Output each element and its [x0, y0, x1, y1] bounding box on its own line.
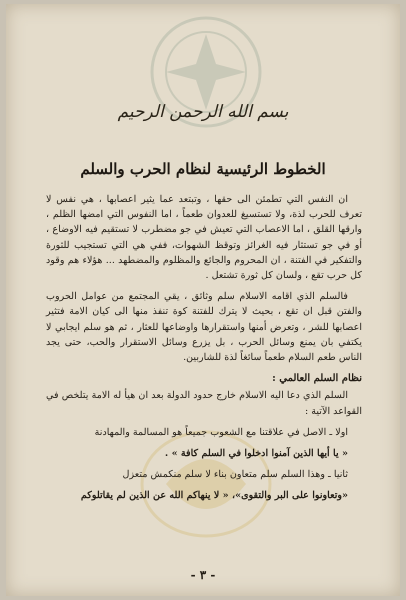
paragraph-2: فالسلم الذي اقامه الاسلام سلم وثائق ، يقي المجتمع من عوامل الحروب والفتن قبل ان تقع ، بحيث لا يترك للفتنة كوة تنفذ منها الى كيان الامة فتثير اعصابها للشر ، وتعرض أمنها واستقرارها واوضاعها للعثار ، ثم هو سلم ايجابي لا يكتفي بان يمنع وسائل الحرب ، بل يزرع وسائل الاستقرار والحب، حتى يجد الناس طعم السلام طعماً سائغاً لذة للشاربين.: [46, 291, 362, 364]
rule-2: ثانيا ـ وهذا السلم سلم متعاون بناء لا سلم منكمش متعزل: [122, 469, 348, 481]
document-body: [46, 192, 362, 510]
section-subheading: نظام السلم العالمي :: [272, 373, 362, 385]
rule-1: اولا ـ الاصل في علاقتنا مع الشعوب جميعاً هو المسالمة والمهادنة: [94, 426, 348, 438]
paragraph-1: ان النفس التي تطمئن الى حقها ، وتبتعد عما يثير اعصابها ، هي نفس لا تعرف للحرب لذة، ولا تستسيغ للعدوان طعماً ، اما النفوس التي امضها الظلم ، وارقها القلق ، اما الاعصاب التي تعيش في جو مضطرب لا تستقيم فيه الاوضاع ، أو في جو تستثار فيه الغرائز وتوقظ الشهوات، ففي هي التي تستجيب للثورة والتفكير في الفتنة ، ان المحروم والجائع والمظلوم والمضطهد ... هؤلاء هم وقود كل حرب تقع ، ولسان كل ثورة تشتعل .: [46, 194, 362, 282]
document-page: [6, 4, 400, 596]
page-title: الخطوط الرئيسية لنظام الحرب والسلم: [80, 160, 326, 178]
page-number: - ٣ -: [190, 568, 216, 582]
rule-2-verse: «وتعاونوا على البر والتقوى»، « لا ينهاكم الله عن الذين لم يقاتلوكم: [80, 490, 348, 502]
paragraph-3: السلم الذي دعا اليه الاسلام خارج حدود الدولة بعد ان هيأ له الامة يتلخص في القواعد الآتية :: [46, 390, 362, 417]
rule-1-verse: « يا أيها الذين آمنوا ادخلوا في السلم كافة » .: [164, 448, 348, 460]
basmala-heading: بسم الله الرحمن الرحيم: [117, 102, 289, 122]
